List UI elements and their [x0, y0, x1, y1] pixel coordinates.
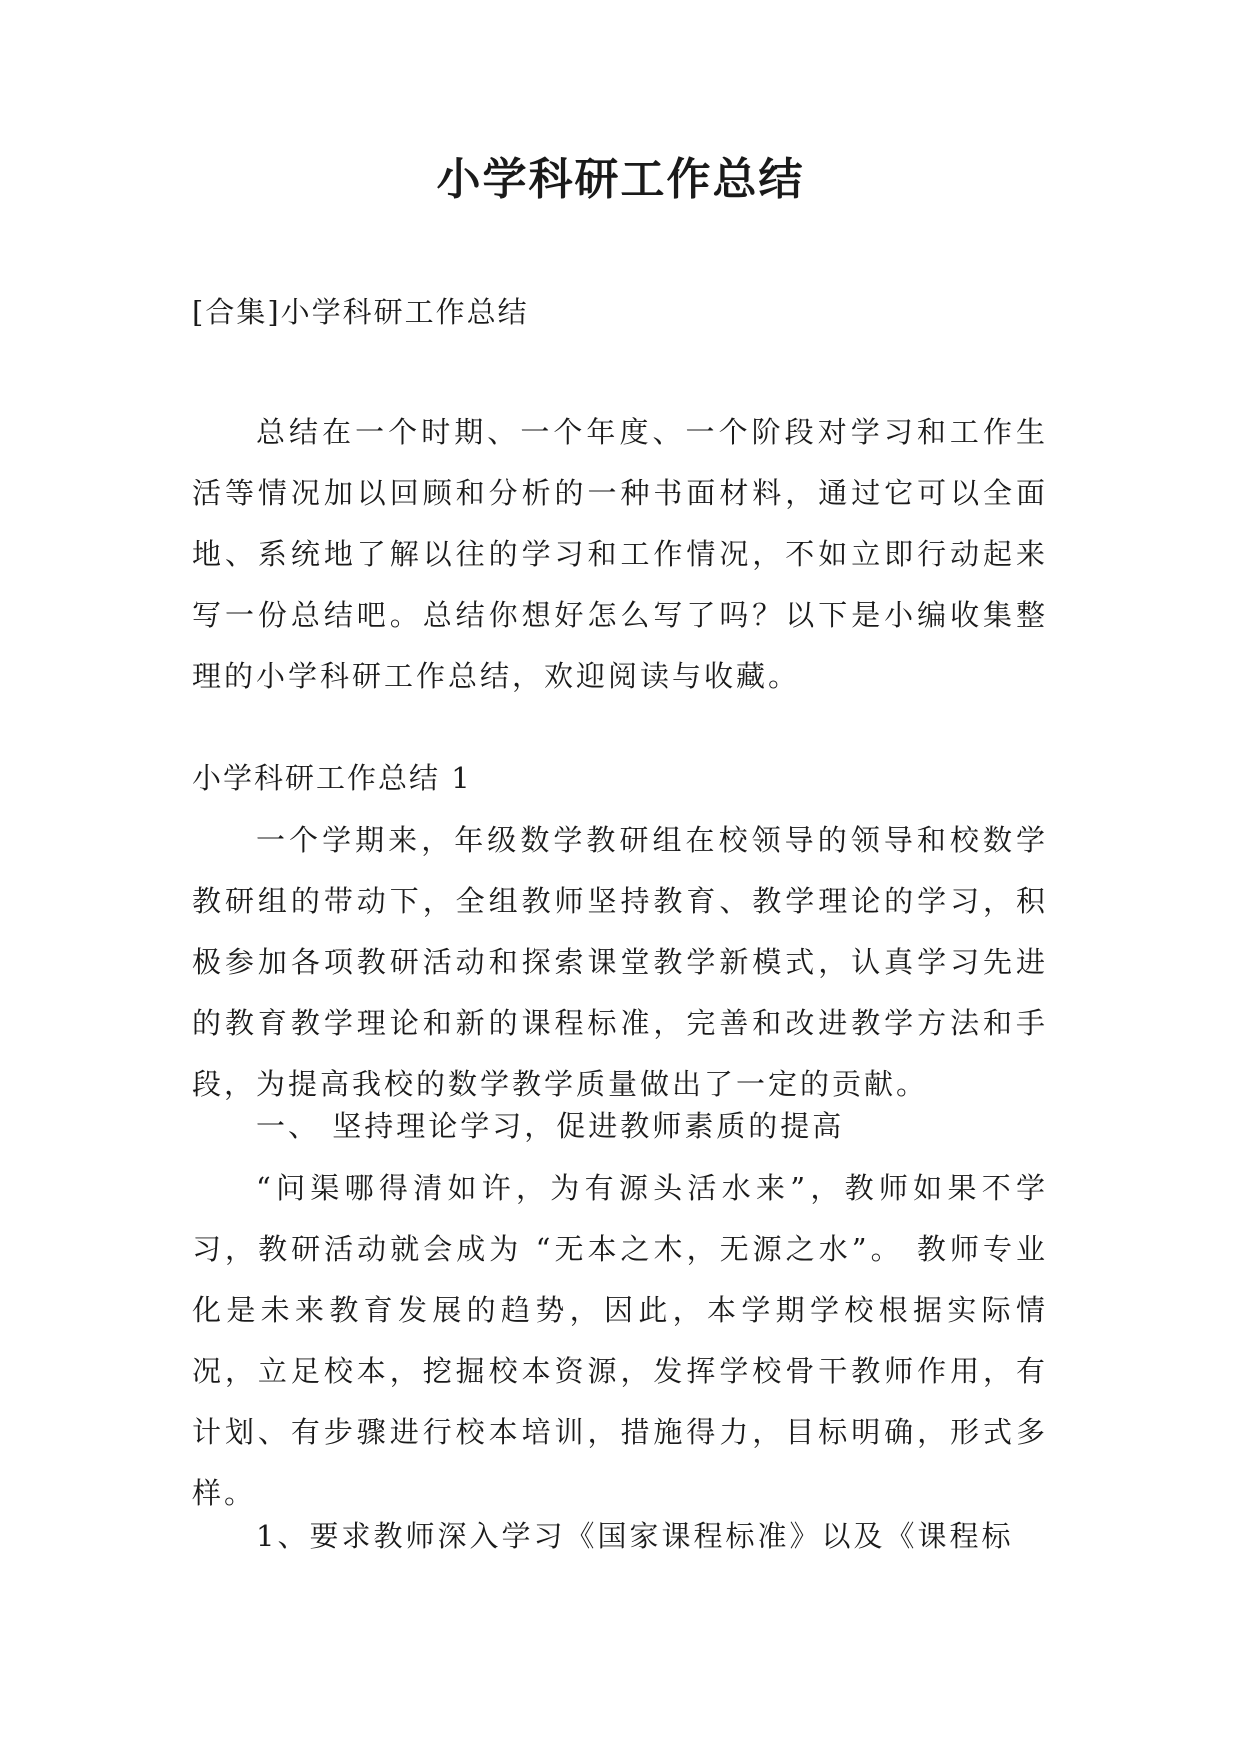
body-paragraph-1: 一个学期来，年级数学教研组在校领导的领导和校数学教研组的带动下，全组教师坚持教育、教学理论的学习，积极参加各项教研活动和探索课堂教学新模式，认真学习先进的教育教学理论和新的课程标准，完善和改进教学方法和手段，为提高我校的数学教学质量做出了一定的贡献。	[192, 823, 1048, 1101]
document-title: 小学科研工作总结	[436, 154, 805, 205]
body-paragraph-2: “问渠哪得清如许，为有源头活水来”，教师如果不学习，教研活动就会成为 “无本之木，无源之水”。 教师专业化是未来教育发展的趋势，因此，本学期学校根据实际情况，立足校本，挖掘校本资源，发挥学校骨干教师作用，有计划、有步骤进行校本培训，措施得力，目标明确，形式多样。	[192, 1171, 1048, 1510]
section-heading-1: 一、 坚持理论学习，促进教师素质的提高	[256, 1109, 845, 1143]
intro-paragraph: 总结在一个时期、一个年度、一个阶段对学习和工作生活等情况加以回顾和分析的一种书面材料，通过它可以全面地、系统地了解以往的学习和工作情况，不如立即行动起来写一份总结吧。总结你想好怎么写了吗？以下是小编收集整理的小学科研工作总结，欢迎阅读与收藏。	[192, 415, 1048, 693]
section-title: 小学科研工作总结 1	[192, 761, 472, 795]
body-paragraph-3: 1、要求教师深入学习《国家课程标准》以及《课程标	[256, 1519, 1014, 1553]
document-subtitle: [合集]小学科研工作总结	[192, 295, 529, 329]
